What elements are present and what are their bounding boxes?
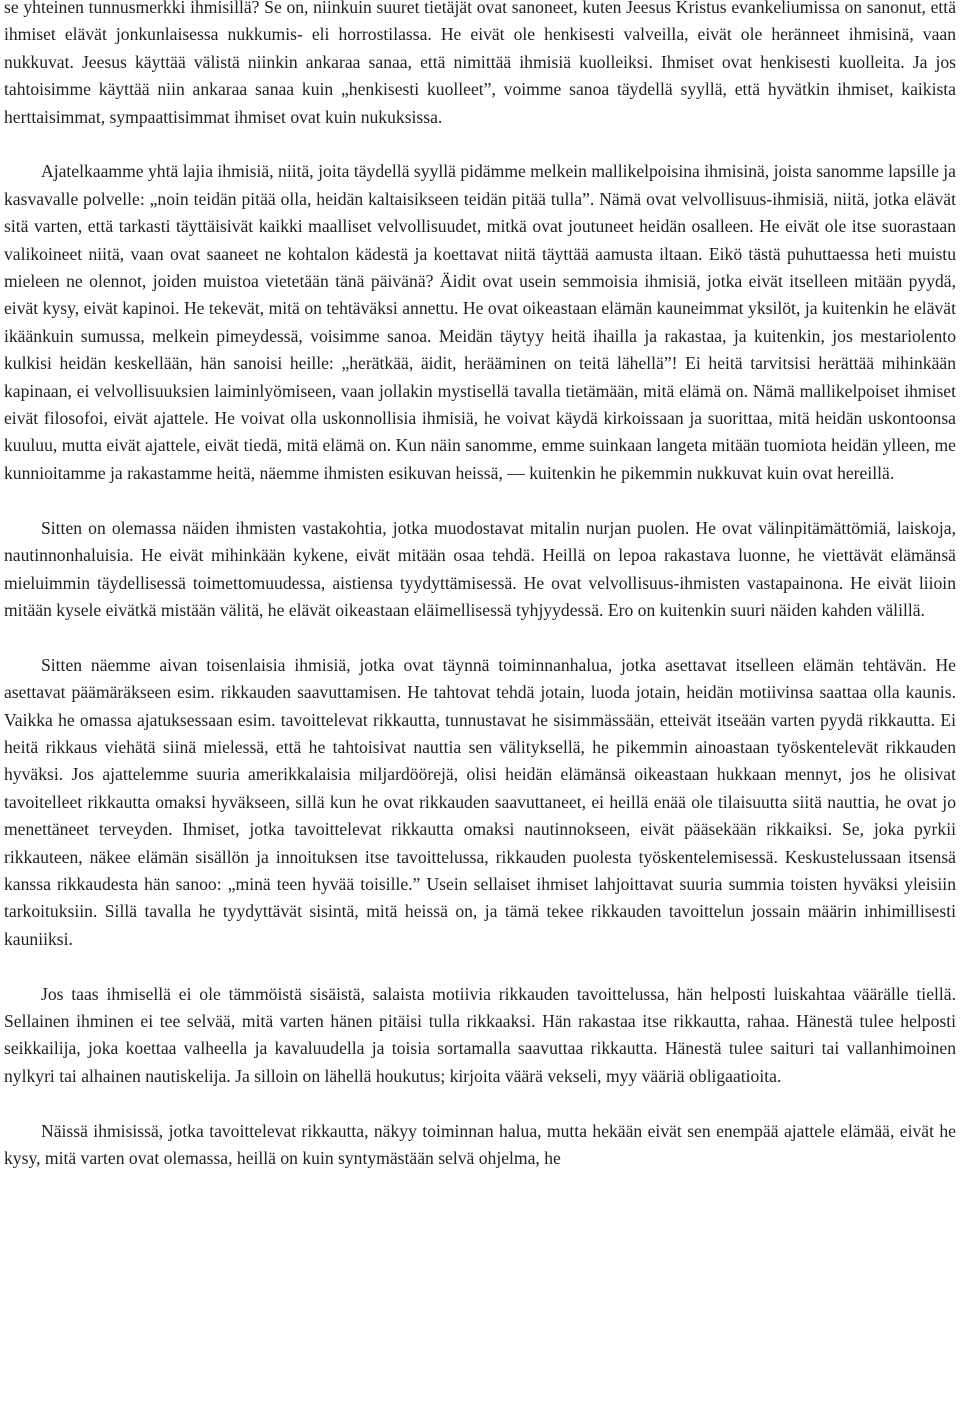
paragraph-1: se yhteinen tunnusmerkki ihmisillä? Se on, niinkuin suuret tietäjät ovat sanoneet, kuten Jeesus Kristus evankeliumissa on sanonut, että ihmiset elävät jonkunlaisessa nukkumis- eli horrostilassa. He eivät ole henkisesti valveilla, eivät ole heränneet ihmisinä, vaan nukkuvat. Jeesus käyttää välistä niinkin ankaraa sanaa, että nimittää ihmisiä kuolleiksi. Ihmiset ovat henkisesti kuolleita. Ja jos tahtoisimme käyttää niin ankaraa sanaa kuin „henkisesti kuolleet”, voimme sanoa täydellä syyllä, että hyvätkin ihmiset, kaikista herttaisimmat, sympaattisimmat ihmiset ovat kuin nukuksissa. [4,0,956,127]
paragraph-4: Sitten näemme aivan toisenlaisia ihmisiä, jotka ovat täynnä toiminnanhalua, jotka asettavat itselleen elämän tehtävän. He asettavat päämäräkseen esim. rikkauden saavuttamisen. He tahtovat tehdä jotain, luoda jotain, heidän motiivinsa saattaa olla kaunis. Vaikka he omassa ajatuksessaan esim. tavoittelevat rikkautta, tunnustavat he sisimmässään, etteivät itseään varten pyydä rikkautta. Ei heitä rikkaus viehätä siinä mielessä, että he tahtoisivat nauttia sen välityksellä, he pikemmin ainoastaan työskentelevät rikkauden hyväksi. Jos ajattelemme suuria amerikkalaisia miljardöörejä, olisi heidän elämänsä oikeastaan hukkaan mennyt, jos he olisivat tavoitelleet rikkautta omaksi hyväkseen, sillä kun he ovat rikkauden saavuttaneet, ei heillä enää ole tilaisuutta siitä nauttia, he ovat jo menettäneet terveyden. Ihmiset, jotka tavoittelevat rikkautta omaksi nautinnokseen, eivät pääsekään rikkaiksi. Se, joka pyrkii rikkauteen, näkee elämän sisällön ja innoituksen itse tavoittelussa, rikkauden puolesta työskentelemisessä. Keskustelussaan itsensä kanssa rikkaudesta hän sanoo: „minä teen hyvää toisille.” Usein sellaiset ihmiset lahjoittavat suuria summia toisten hyväksi yleisiin tarkoituksiin. Sillä tavalla he tyydyttävät sisintä, mitä heissä on, ja tämä tekee rikkauden tavoittelun jossain määrin inhimillisesti kauniiksi. [4,654,956,949]
paragraph-5: Jos taas ihmisellä ei ole tämmöistä sisäistä, salaista motiivia rikkauden tavoittelussa, hän helposti luiskahtaa väärälle tiellä. Sellainen ihminen ei tee selvää, mitä varten hänen pitäisi tulla rikkaaksi. Hän rakastaa itse rikkautta, rahaa. Hänestä tulee helposti seikkailija, joka koettaa valheella ja kavaluudella ja toisia sortamalla saavuttaa rikkautta. Hänestä tulee saituri tai vallanhimoinen nylkyri tai alhainen nautiskelija. Ja silloin on lähellä houkutus; kirjoita väärä vekseli, myy vääriä obligaatioita. [4,983,956,1086]
paragraph-3: Sitten on olemassa näiden ihmisten vastakohtia, jotka muodostavat mitalin nurjan puolen. He ovat välinpitämättömiä, laiskoja, nautinnonhaluisia. He eivät mihinkään kykene, eivät mitään osaa tehdä. Heillä on lepoa rakastava luonne, he viettävät elämänsä mieluimmin täydellisessä toimettomuudessa, aistiensa tyydyttämisessä. He ovat velvollisuus-ihmisten vastapainona. He eivät liioin mitään kysele eivätkä mistään välitä, he elävät oikeastaan eläimellisessä tyhjyydessä. Ero on kuitenkin suuri näiden kahden välillä. [4,517,956,620]
paragraph-6: Näissä ihmisissä, jotka tavoittelevat rikkautta, näkyy toiminnan halua, mutta hekään eivät sen enempää ajattele elämää, eivät he kysy, mitä varten ovat olemassa, heillä on kuin syntymästään selvä ohjelma, he [4,1120,956,1168]
paragraph-2: Ajatelkaamme yhtä lajia ihmisiä, niitä, joita täydellä syyllä pidämme melkein mallikelpoisina ihmisinä, joista sanomme lapsille ja kasvavalle polvelle: „noin teidän pitää olla, heidän kaltaisikseen teidän pitää tulla”. Nämä ovat velvollisuus-ihmisiä, niitä, jotka elävät sitä varten, että tarkasti täyttäisivät kaikki maalliset velvollisuudet, mitkä ovat joutuneet heidän osalleen. He eivät ole itse suorastaan valikoineet niitä, vaan ovat saaneet ne kohtalon kädestä ja koettavat niitä täyttää aamusta iltaan. Eikö tästä puhuttaessa heti muistu mieleen ne olennot, joiden muistoa vietetään tänä päivänä? Äidit ovat usein semmoisia ihmisiä, jotka eivät itselleen mitään pyydä, eivät kysy, eivät kapinoi. He tekevät, mitä on tehtäväksi annettu. He ovat oikeastaan elämän kauneimmat yksilöt, ja kuitenkin he elävät ikäänkuin sumussa, melkein pimeydessä, voisimme sanoa. Meidän täytyy heitä ihailla ja rakastaa, ja kuitenkin, jos mestariolento kulkisi heidän keskellään, hän sanoisi heille: „herätkää, äidit, herääminen on teitä lähellä”! Ei heitä tarvitsisi herättää mihinkään kapinaan, ei velvollisuuksien laiminlyömiseen, vaan jollakin mystisellä tavalla tietämään, mitä elämä on. Nämä mallikelpoiset ihmiset eivät filosofoi, eivät ajattele. He voivat olla uskonnollisia ihmisiä, he voivat käydä kirkoissaan ja suorittaa, mitä heidän uskontoonsa kuuluu, mutta eivät ajattele, eivät tiedä, mitä elämä on. Kun näin sanomme, emme suinkaan langeta mitään tuomiota heidän ylleen, me kunnioitamme ja rakastamme heitä, näemme ihmisten esikuvan heissä, — kuitenkin he pikemmin nukkuvat kuin ovat hereillä. [4,161,956,483]
